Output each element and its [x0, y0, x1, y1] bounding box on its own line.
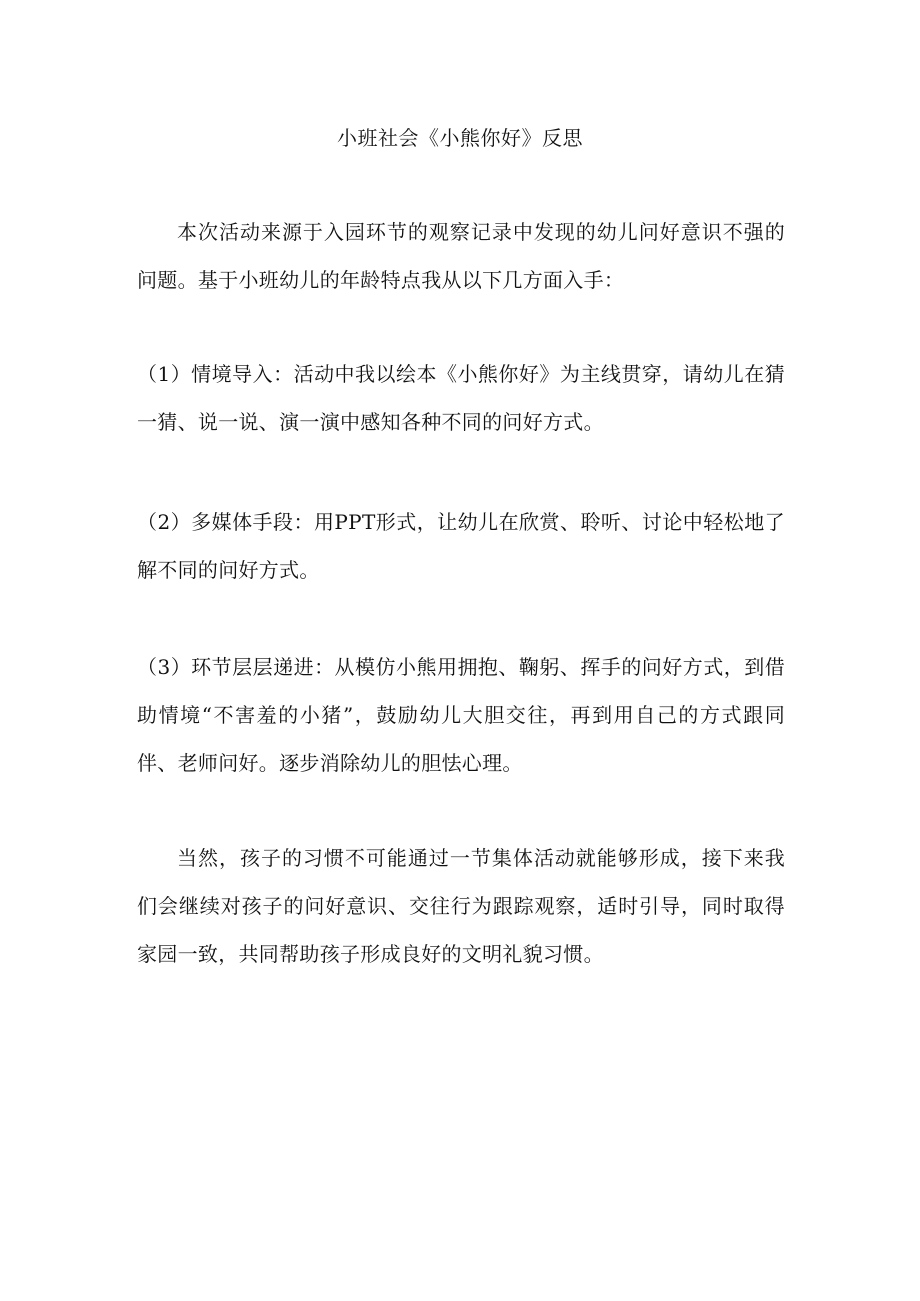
paragraph-point-1: （1）情境导入：活动中我以绘本《小熊你好》为主线贯穿，请幼儿在猜一猜、说一说、演一演中感知各种不同的问好方式。 [137, 362, 785, 434]
paragraph-conclusion: 当然，孩子的习惯不可能通过一节集体活动就能够形成，接下来我们会继续对孩子的问好意识、交往行为跟踪观察，适时引导，同时取得家园一致，共同帮助孩子形成良好的文明礼貌习惯。 [137, 846, 785, 966]
document-title: 小班社会《小熊你好》反思 [337, 126, 583, 150]
paragraph-intro: 本次活动来源于入园环节的观察记录中发现的幼儿问好意识不强的问题。基于小班幼儿的年龄特点我从以下几方面入手： [137, 220, 785, 292]
paragraph-point-2: （2）多媒体手段：用PPT形式，让幼儿在欣赏、聆听、讨论中轻松地了解不同的问好方式。 [137, 510, 785, 582]
paragraph-point-3: （3）环节层层递进：从模仿小熊用拥抱、鞠躬、挥手的问好方式，到借助情境“不害羞的小猪”，鼓励幼儿大胆交往，再到用自己的方式跟同伴、老师问好。逐步消除幼儿的胆怯心理。 [137, 655, 785, 775]
